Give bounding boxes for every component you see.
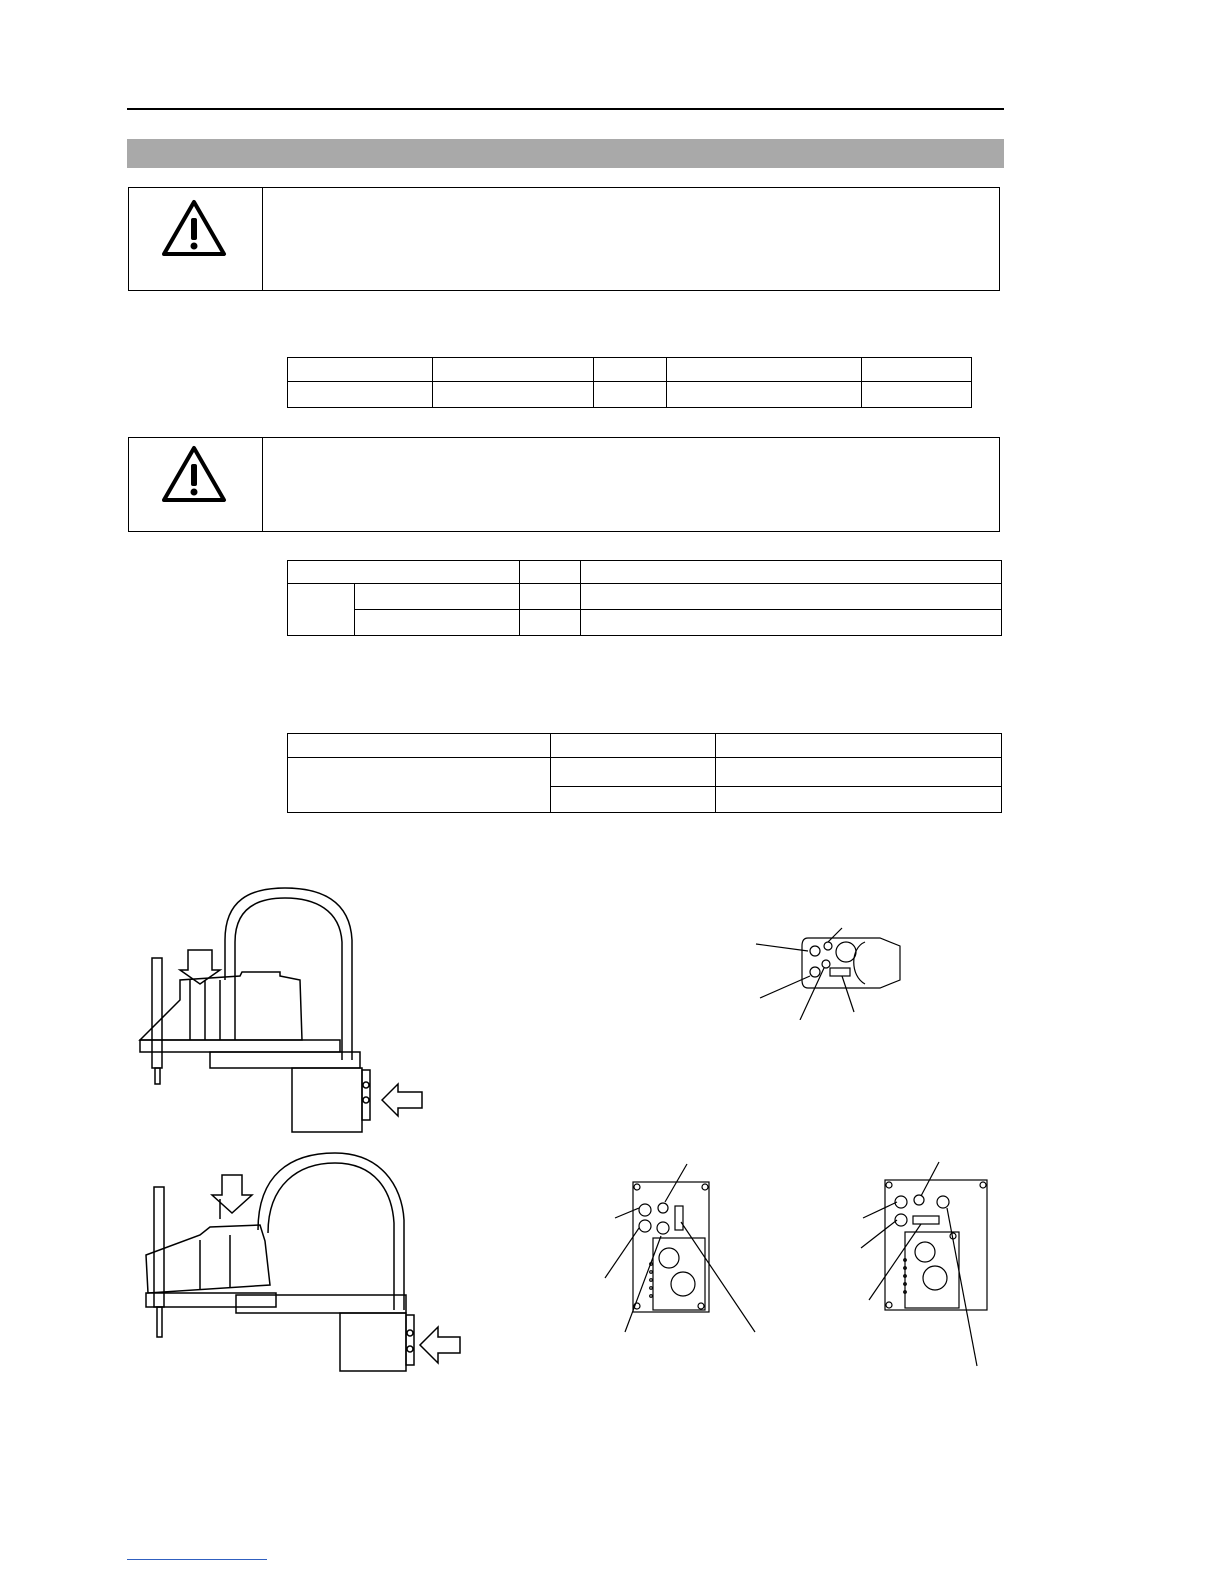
table-cell [433,358,594,382]
table-cell [288,584,355,636]
connector-panel-top [750,920,910,1020]
table-cell [520,561,581,584]
table-cell [581,610,1002,636]
table-cell [581,584,1002,610]
table-cell [355,610,520,636]
table-row [288,358,972,382]
table-cell [288,758,551,813]
warning-triangle-icon [161,198,227,258]
table-row [288,610,1002,636]
table-cell [862,358,972,382]
table-row [288,382,972,408]
table-cell [581,561,1002,584]
table-cell [433,382,594,408]
table-1 [287,357,972,408]
warning-box-2 [128,437,1000,532]
table-cell [594,358,667,382]
table-cell [862,382,972,408]
table-2 [287,560,1002,636]
table-cell [355,584,520,610]
table-cell [667,358,862,382]
table-cell [288,734,551,758]
warning-icon-cell [129,188,263,290]
table-cell [716,758,1002,787]
table-cell [551,758,716,787]
table-cell [520,610,581,636]
table-row [288,561,1002,584]
robot-side-view-top [130,880,440,1140]
warning-icon-cell [129,438,263,531]
footer-link-underline[interactable] [127,1559,267,1560]
section-title-bar [127,139,1004,168]
table-cell [288,358,433,382]
table-cell [594,382,667,408]
table-cell [288,382,433,408]
table-cell [716,787,1002,813]
connector-panel-bottom-left [595,1160,765,1350]
header-rule [127,108,1004,110]
table-cell [520,584,581,610]
table-row [288,584,1002,610]
table-row [288,734,1002,758]
table-row [288,758,1002,787]
table-cell [288,561,520,584]
table-cell [716,734,1002,758]
warning-box-1 [128,187,1000,291]
table-cell [551,787,716,813]
table-3 [287,733,1002,813]
warning-triangle-icon [161,444,227,504]
connector-panel-bottom-right [855,1160,995,1370]
table-cell [551,734,716,758]
robot-side-view-bottom [140,1145,470,1410]
table-cell [667,382,862,408]
